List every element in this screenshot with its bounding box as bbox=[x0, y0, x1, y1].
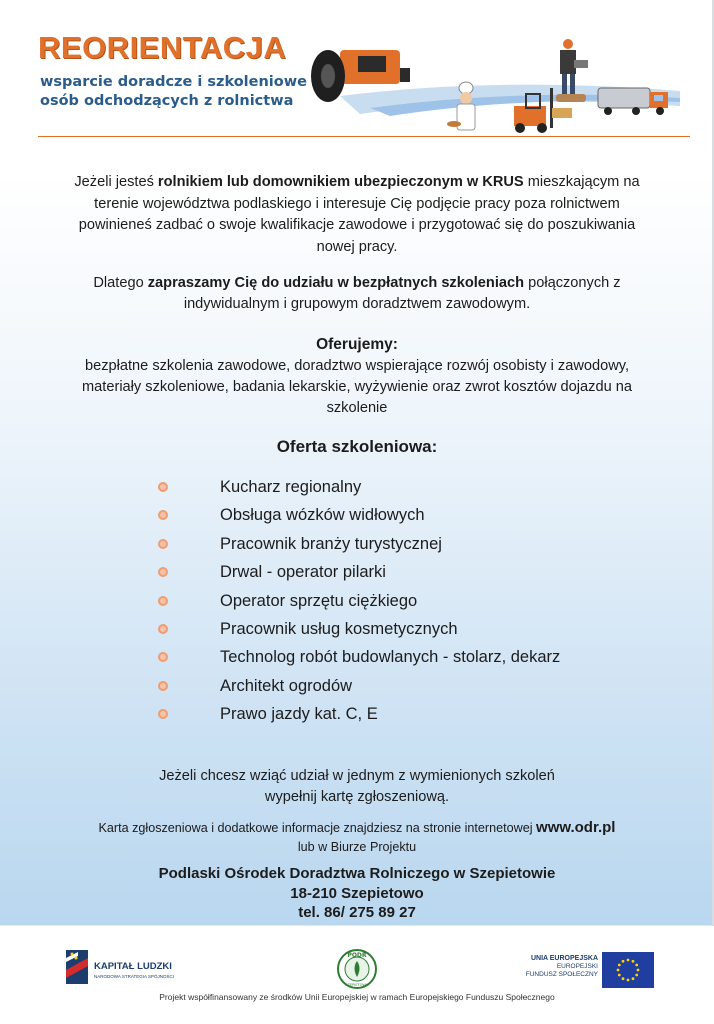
eu-name: UNIA EUROPEJSKA bbox=[530, 955, 598, 962]
list-item bbox=[158, 501, 638, 529]
bullet-icon bbox=[158, 482, 168, 492]
org-address: 18-210 Szepietowo bbox=[290, 884, 424, 902]
cofunding-note: Projekt współfinansowany ze środków Unii Europejskiej w ramach Europejskiego Funduszu Społecznego bbox=[159, 992, 555, 1002]
call-to-action bbox=[60, 766, 654, 808]
cta-line1: Jeżeli chcesz wziąć udział w jednym z wymienionych szkoleń bbox=[159, 768, 555, 784]
application-info-text: Karta zgłoszeniowa i dodatkowe informacje znajdziesz na stronie internetowej bbox=[98, 821, 537, 835]
bullet-icon bbox=[158, 709, 168, 719]
bullet-icon bbox=[158, 681, 168, 691]
brand-title: REORIENTACJA bbox=[38, 30, 287, 65]
podr-logo-text: PODR bbox=[347, 952, 367, 959]
invite-bold-text: zapraszamy Cię do udziału w bezpłatnych szkoleniach bbox=[147, 275, 525, 291]
invite-paragraph bbox=[60, 273, 654, 315]
course-label: Kucharz regionalny bbox=[220, 478, 362, 496]
course-label: Operator sprzętu ciężkiego bbox=[220, 591, 418, 610]
list-item bbox=[158, 558, 638, 586]
course-label: Pracownik usług kosmetycznych bbox=[220, 619, 458, 638]
intro-bold-text: rolnikiem lub domownikiem ubezpieczonym w KRUS bbox=[157, 174, 524, 190]
footer bbox=[0, 926, 714, 1024]
eu-subtitle-2: FUNDUSZ SPOŁECZNY bbox=[525, 971, 598, 978]
cta-line2: wypełnij kartę zgłoszeniową. bbox=[264, 789, 450, 805]
podr-logo-subtext: SZEPIETOWO bbox=[345, 983, 369, 987]
invite-text-2: połączonych z indywidualnym i grupowym doradztwem zawodowym. bbox=[183, 275, 621, 312]
offer-text: bezpłatne szkolenia zawodowe, doradztwo wspierające rozwój osobisty i zawodowy, materiały szkoleniowe, badania lekarskie, wyżywienie oraz zwrot kosztów dojazdu na szkolenie bbox=[82, 358, 632, 416]
offer-heading: Oferujemy: bbox=[316, 336, 398, 353]
bullet-icon bbox=[158, 567, 168, 577]
truck-icon bbox=[598, 88, 668, 115]
eu-subtitle-1: EUROPEJSKI bbox=[556, 963, 598, 970]
invite-text-1: Dlatego bbox=[93, 275, 148, 291]
list-item bbox=[158, 672, 638, 700]
list-item bbox=[158, 587, 638, 615]
brand-subtitle bbox=[40, 73, 320, 111]
org-name: Podlaski Ośrodek Doradztwa Rolniczego w Szepietowie bbox=[158, 865, 556, 882]
kapital-ludzki-logo bbox=[66, 950, 206, 984]
header-illustration bbox=[300, 36, 680, 136]
bullet-icon bbox=[158, 624, 168, 634]
list-item bbox=[158, 530, 638, 558]
course-label: Drwal - operator pilarki bbox=[220, 563, 386, 582]
list-item bbox=[158, 643, 638, 671]
bullet-icon bbox=[158, 510, 168, 520]
course-list bbox=[158, 473, 638, 729]
application-info bbox=[40, 818, 674, 857]
course-label: Architekt ogrodów bbox=[220, 676, 353, 695]
list-item bbox=[158, 700, 638, 728]
kapital-ludzki-name: KAPITAŁ LUDZKI bbox=[94, 961, 172, 972]
header-divider bbox=[38, 136, 690, 137]
list-item bbox=[158, 473, 638, 501]
bullet-icon bbox=[158, 596, 168, 606]
eu-text-block bbox=[494, 954, 598, 979]
website-link[interactable]: www.odr.pl bbox=[536, 819, 616, 836]
course-label: Pracownik branży turystycznej bbox=[220, 534, 442, 553]
header bbox=[0, 0, 714, 140]
courses-heading: Oferta szkoleniowa: bbox=[276, 437, 438, 456]
bullet-icon bbox=[158, 652, 168, 662]
brand-subtitle-line1: wsparcie doradcze i szkoleniowe bbox=[40, 74, 307, 90]
brand-subtitle-line2: osób odchodzących z rolnictwa bbox=[40, 93, 294, 109]
kapital-ludzki-flag-icon bbox=[66, 950, 88, 984]
organization-contact bbox=[60, 864, 654, 923]
kapital-ludzki-subtitle: NARODOWA STRATEGIA SPÓJNOŚCI bbox=[94, 974, 175, 979]
bullet-icon bbox=[158, 539, 168, 549]
eu-flag bbox=[602, 952, 654, 988]
application-info-line2: lub w Biurze Projektu bbox=[297, 840, 417, 854]
course-label: Prawo jazdy kat. C, E bbox=[220, 705, 378, 724]
course-label: Obsługa wózków widłowych bbox=[220, 506, 425, 525]
org-phone: tel. 86/ 275 89 27 bbox=[298, 904, 416, 921]
list-item bbox=[158, 615, 638, 643]
intro-text-2: mieszkającym na terenie województwa podlaskiego i interesuje Cię podjęcie pracy poza rolnictwem powinieneś zadbać o swoje kwalifikacje zawodowe i przygotować się do poszukiwania nowej pracy. bbox=[78, 174, 640, 255]
podr-logo bbox=[336, 948, 378, 990]
course-label: Technolog robót budowlanych - stolarz, dekarz bbox=[220, 648, 561, 667]
intro-paragraph bbox=[60, 172, 654, 258]
intro-text-1: Jeżeli jesteś bbox=[74, 174, 158, 190]
